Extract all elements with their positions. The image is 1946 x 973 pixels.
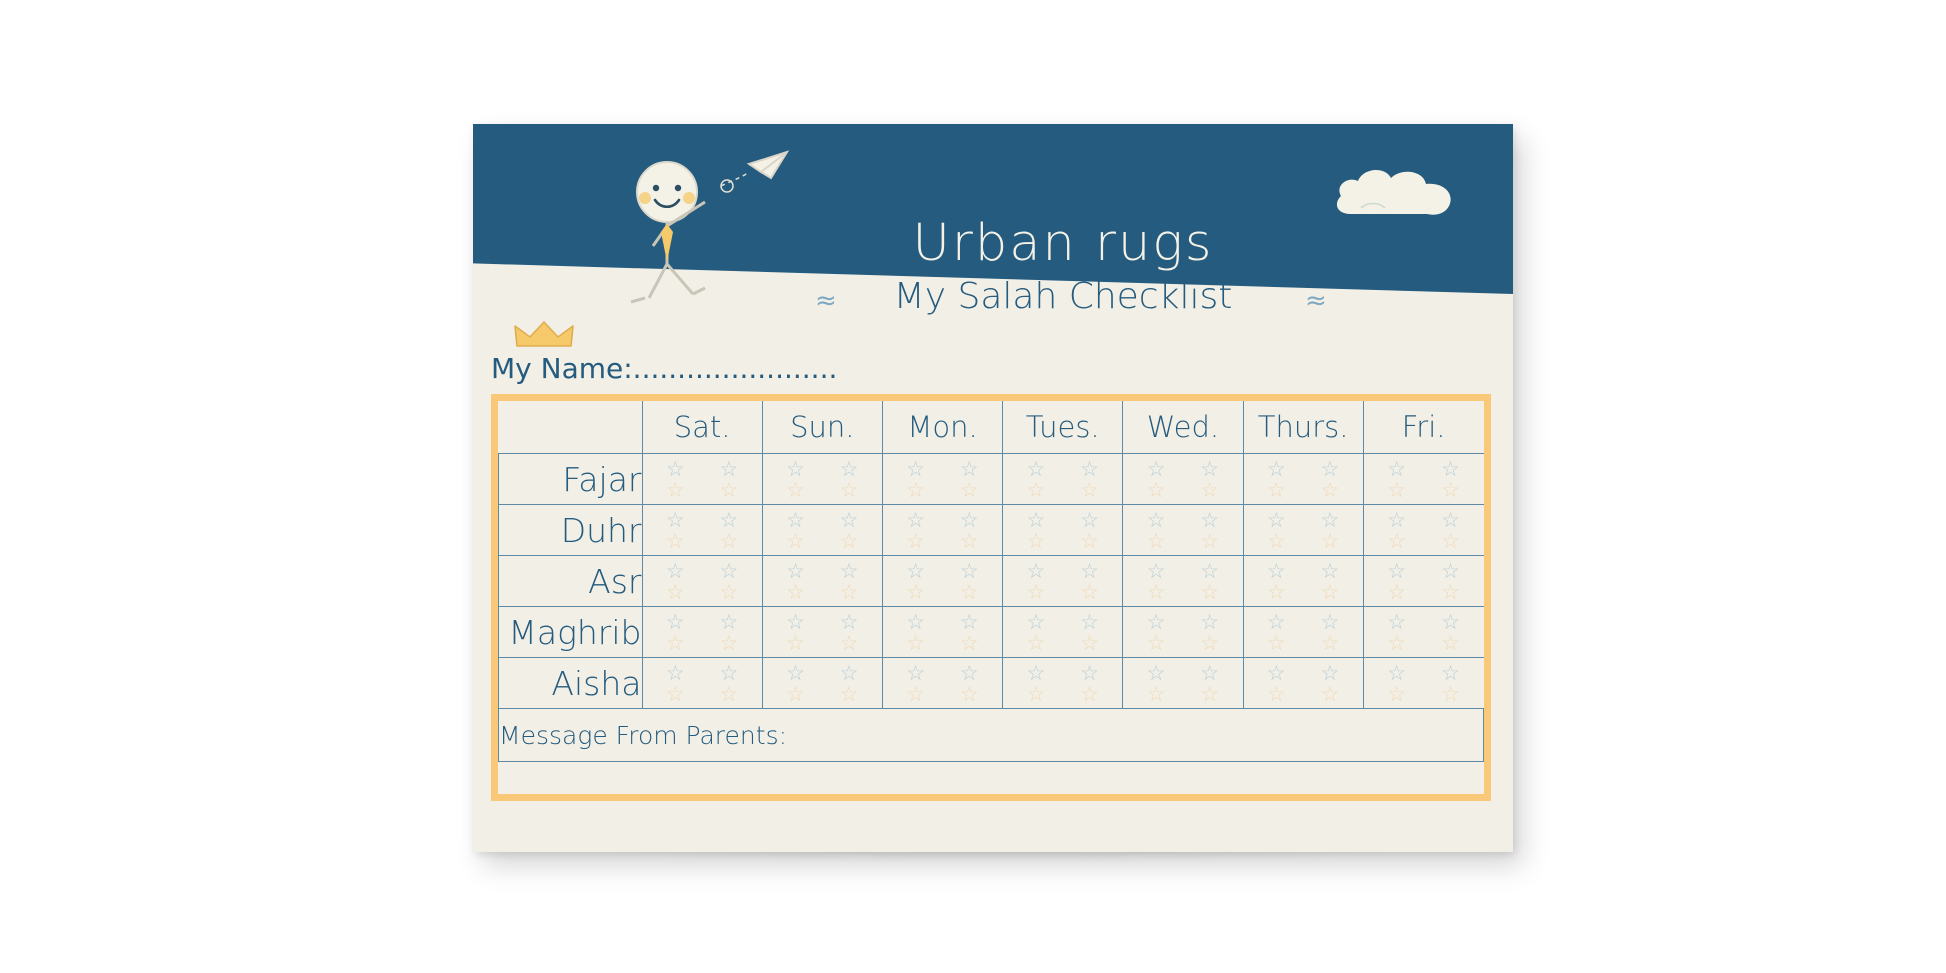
star-icon[interactable]: ☆ (1146, 477, 1166, 502)
star-icon[interactable]: ☆ (1146, 507, 1166, 532)
salah-checklist-sheet (473, 124, 1513, 852)
star-icon[interactable]: ☆ (1320, 477, 1340, 502)
star-icon[interactable]: ☆ (1320, 681, 1340, 706)
star-icon[interactable]: ☆ (839, 507, 859, 532)
checkbox-cell[interactable] (1243, 454, 1363, 505)
star-icon[interactable]: ☆ (1200, 660, 1220, 685)
checkbox-cell[interactable] (642, 454, 762, 505)
star-icon[interactable]: ☆ (1026, 477, 1046, 502)
star-icon[interactable]: ☆ (1146, 579, 1166, 604)
checkbox-cell[interactable] (1003, 505, 1123, 556)
star-icon[interactable]: ☆ (1320, 630, 1340, 655)
star-icon[interactable]: ☆ (1266, 630, 1286, 655)
checkbox-cell[interactable] (882, 505, 1002, 556)
day-header-wed: Wed. (1123, 401, 1243, 454)
table-row (499, 505, 1484, 556)
star-icon[interactable]: ☆ (1320, 609, 1340, 634)
day-header-thurs: Thurs. (1243, 401, 1363, 454)
star-icon[interactable]: ☆ (1320, 579, 1340, 604)
checkbox-cell[interactable] (1243, 607, 1363, 658)
checkbox-cell[interactable] (642, 505, 762, 556)
checkbox-cell[interactable] (762, 454, 882, 505)
star-icon[interactable]: ☆ (1200, 477, 1220, 502)
star-icon[interactable]: ☆ (1146, 528, 1166, 553)
star-icon[interactable]: ☆ (1320, 528, 1340, 553)
star-icon[interactable]: ☆ (1200, 528, 1220, 553)
checkbox-cell[interactable] (882, 454, 1002, 505)
star-icon[interactable]: ☆ (665, 558, 685, 583)
star-icon[interactable]: ☆ (1266, 558, 1286, 583)
star-icon[interactable]: ☆ (839, 579, 859, 604)
star-icon[interactable]: ☆ (959, 579, 979, 604)
star-icon[interactable]: ☆ (1387, 528, 1407, 553)
title-deco-left: ≈ (815, 286, 835, 316)
checkbox-cell[interactable] (762, 505, 882, 556)
star-icon[interactable]: ☆ (1026, 528, 1046, 553)
checkbox-cell[interactable] (1003, 556, 1123, 607)
checkbox-cell[interactable] (762, 556, 882, 607)
star-icon[interactable]: ☆ (1146, 681, 1166, 706)
star-icon[interactable]: ☆ (1026, 609, 1046, 634)
star-icon[interactable]: ☆ (665, 477, 685, 502)
star-icon[interactable]: ☆ (839, 558, 859, 583)
star-icon[interactable]: ☆ (1200, 630, 1220, 655)
star-icon[interactable]: ☆ (719, 477, 739, 502)
checkbox-cell[interactable] (1003, 454, 1123, 505)
star-icon[interactable]: ☆ (959, 660, 979, 685)
star-icon[interactable]: ☆ (1320, 558, 1340, 583)
star-icon[interactable]: ☆ (906, 630, 926, 655)
star-icon[interactable]: ☆ (665, 660, 685, 685)
message-row (499, 709, 1484, 762)
star-icon[interactable]: ☆ (1387, 456, 1407, 481)
star-icon[interactable]: ☆ (786, 630, 805, 655)
title-deco-right: ≈ (1305, 286, 1325, 316)
star-icon[interactable]: ☆ (1200, 579, 1220, 604)
star-icon[interactable]: ☆ (1387, 579, 1407, 604)
star-icon[interactable]: ☆ (959, 477, 979, 502)
day-header-mon: Mon. (882, 401, 1002, 454)
checkbox-cell[interactable] (1363, 658, 1483, 709)
star-icon[interactable]: ☆ (839, 681, 859, 706)
star-icon[interactable]: ☆ (719, 507, 739, 532)
star-icon[interactable]: ☆ (1266, 456, 1286, 481)
star-icon[interactable]: ☆ (1266, 507, 1286, 532)
star-icon[interactable]: ☆ (1200, 558, 1220, 583)
checkbox-cell[interactable] (1123, 556, 1243, 607)
star-icon[interactable]: ☆ (1026, 558, 1046, 583)
star-icon[interactable]: ☆ (906, 609, 926, 634)
day-header-fri: Fri. (1363, 401, 1483, 454)
star-icon[interactable]: ☆ (786, 456, 805, 481)
star-icon[interactable]: ☆ (1387, 507, 1407, 532)
checkbox-cell[interactable] (1123, 454, 1243, 505)
star-icon[interactable]: ☆ (1441, 630, 1460, 655)
star-icon[interactable]: ☆ (719, 681, 739, 706)
star-icon[interactable]: ☆ (1387, 558, 1407, 583)
star-icon[interactable]: ☆ (839, 456, 859, 481)
checkbox-cell[interactable] (642, 607, 762, 658)
table-row (499, 607, 1484, 658)
checkbox-cell[interactable] (882, 658, 1002, 709)
star-icon[interactable]: ☆ (1441, 456, 1460, 481)
star-icon[interactable]: ☆ (839, 630, 859, 655)
star-icon[interactable]: ☆ (1441, 660, 1460, 685)
star-icon[interactable]: ☆ (1026, 660, 1046, 685)
star-icon[interactable]: ☆ (786, 477, 805, 502)
star-icon[interactable]: ☆ (1146, 558, 1166, 583)
star-icon[interactable]: ☆ (1320, 507, 1340, 532)
checkbox-cell[interactable] (1243, 658, 1363, 709)
star-icon[interactable]: ☆ (1026, 456, 1046, 481)
star-icon[interactable]: ☆ (906, 558, 926, 583)
star-icon[interactable]: ☆ (1441, 681, 1460, 706)
star-icon[interactable]: ☆ (1146, 609, 1166, 634)
checkbox-cell[interactable] (1363, 505, 1483, 556)
star-icon[interactable]: ☆ (906, 681, 926, 706)
star-icon[interactable]: ☆ (1441, 609, 1460, 634)
table-row (499, 658, 1484, 709)
checkbox-cell[interactable] (1003, 658, 1123, 709)
star-icon[interactable]: ☆ (906, 477, 926, 502)
checkbox-cell[interactable] (762, 658, 882, 709)
star-icon[interactable]: ☆ (1387, 477, 1407, 502)
star-icon[interactable]: ☆ (1146, 456, 1166, 481)
my-name-line: My Name:....................... (491, 352, 838, 385)
star-icon[interactable]: ☆ (719, 456, 739, 481)
star-icon[interactable]: ☆ (1146, 630, 1166, 655)
star-icon[interactable]: ☆ (1080, 660, 1099, 685)
star-icon[interactable]: ☆ (1080, 477, 1099, 502)
star-icon[interactable]: ☆ (665, 579, 685, 604)
star-icon[interactable]: ☆ (1080, 507, 1099, 532)
star-icon[interactable]: ☆ (1266, 477, 1286, 502)
star-icon[interactable]: ☆ (1080, 630, 1099, 655)
prayer-label-duhr: Duhr (499, 505, 643, 556)
star-icon[interactable]: ☆ (1266, 681, 1286, 706)
star-icon[interactable]: ☆ (906, 528, 926, 553)
star-icon[interactable]: ☆ (665, 609, 685, 634)
star-icon[interactable]: ☆ (959, 456, 979, 481)
day-header-sat: Sat. (642, 401, 762, 454)
star-icon[interactable]: ☆ (1441, 558, 1460, 583)
star-icon[interactable]: ☆ (1026, 630, 1046, 655)
star-icon[interactable]: ☆ (906, 660, 926, 685)
star-icon[interactable]: ☆ (1320, 456, 1340, 481)
star-icon[interactable]: ☆ (1026, 507, 1046, 532)
star-icon[interactable]: ☆ (906, 579, 926, 604)
checkbox-cell[interactable] (1363, 454, 1483, 505)
star-icon[interactable]: ☆ (1080, 558, 1099, 583)
star-icon[interactable]: ☆ (719, 609, 739, 634)
star-icon[interactable]: ☆ (1266, 660, 1286, 685)
star-icon[interactable]: ☆ (1266, 528, 1286, 553)
star-icon[interactable]: ☆ (1080, 528, 1099, 553)
star-icon[interactable]: ☆ (719, 579, 739, 604)
star-icon[interactable]: ☆ (1441, 579, 1460, 604)
star-icon[interactable]: ☆ (959, 558, 979, 583)
checkbox-cell[interactable] (762, 607, 882, 658)
star-icon[interactable]: ☆ (1387, 660, 1407, 685)
day-header-tues: Tues. (1003, 401, 1123, 454)
checkbox-cell[interactable] (1123, 658, 1243, 709)
crown-icon (511, 318, 577, 352)
checkbox-cell[interactable] (882, 607, 1002, 658)
star-icon[interactable]: ☆ (1026, 681, 1046, 706)
star-icon[interactable]: ☆ (839, 477, 859, 502)
star-icon[interactable]: ☆ (719, 528, 739, 553)
day-header-sun: Sun. (762, 401, 882, 454)
star-icon[interactable]: ☆ (959, 528, 979, 553)
star-icon[interactable]: ☆ (1080, 681, 1099, 706)
prayer-label-maghrib: Maghrib (499, 607, 643, 658)
star-icon[interactable]: ☆ (839, 660, 859, 685)
star-icon[interactable]: ☆ (959, 681, 979, 706)
checkbox-cell[interactable] (882, 556, 1002, 607)
checkbox-cell[interactable] (1363, 607, 1483, 658)
star-icon[interactable]: ☆ (665, 681, 685, 706)
star-icon[interactable]: ☆ (786, 609, 805, 634)
checkbox-cell[interactable] (1363, 556, 1483, 607)
star-icon[interactable]: ☆ (786, 507, 805, 532)
star-icon[interactable]: ☆ (719, 660, 739, 685)
brand-title: Urban rugs (912, 214, 1214, 273)
prayer-label-aisha: Aisha (499, 658, 643, 709)
checkbox-cell[interactable] (1123, 607, 1243, 658)
star-icon[interactable]: ☆ (1026, 579, 1046, 604)
star-icon[interactable]: ☆ (786, 558, 805, 583)
star-icon[interactable]: ☆ (906, 456, 926, 481)
star-icon[interactable]: ☆ (959, 507, 979, 532)
star-icon[interactable]: ☆ (906, 507, 926, 532)
star-icon[interactable]: ☆ (1266, 609, 1286, 634)
checkbox-cell[interactable] (642, 658, 762, 709)
star-icon[interactable]: ☆ (1441, 507, 1460, 532)
stick-figure-illustration (609, 146, 809, 316)
star-icon[interactable]: ☆ (719, 558, 739, 583)
checkbox-cell[interactable] (642, 556, 762, 607)
table-row (499, 454, 1484, 505)
star-icon[interactable]: ☆ (719, 630, 739, 655)
cloud-icon (1331, 162, 1459, 222)
star-icon[interactable]: ☆ (786, 681, 805, 706)
salah-checklist-table (498, 401, 1484, 762)
star-icon[interactable]: ☆ (839, 528, 859, 553)
star-icon[interactable]: ☆ (1320, 660, 1340, 685)
star-icon[interactable]: ☆ (1080, 456, 1099, 481)
star-icon[interactable]: ☆ (786, 660, 805, 685)
star-icon[interactable]: ☆ (665, 630, 685, 655)
star-icon[interactable]: ☆ (665, 528, 685, 553)
star-icon[interactable]: ☆ (1200, 609, 1220, 634)
star-icon[interactable]: ☆ (1441, 528, 1460, 553)
checklist-table-frame (491, 394, 1491, 801)
sub-title: My Salah Checklist (893, 276, 1233, 317)
checkbox-cell[interactable] (1003, 607, 1123, 658)
star-icon[interactable]: ☆ (1200, 507, 1220, 532)
checkbox-cell[interactable] (1243, 505, 1363, 556)
star-icon[interactable]: ☆ (1387, 681, 1407, 706)
star-icon[interactable]: ☆ (665, 456, 685, 481)
checkbox-cell[interactable] (1243, 556, 1363, 607)
star-icon[interactable]: ☆ (786, 579, 805, 604)
star-icon[interactable]: ☆ (1441, 477, 1460, 502)
star-icon[interactable]: ☆ (1387, 630, 1407, 655)
table-row (499, 556, 1484, 607)
checkbox-cell[interactable] (1123, 505, 1243, 556)
prayer-label-asr: Asr (499, 556, 643, 607)
star-icon[interactable]: ☆ (1080, 609, 1099, 634)
table-header-row (499, 401, 1484, 454)
star-icon[interactable]: ☆ (1266, 579, 1286, 604)
message-from-parents-label[interactable]: Message From Parents: (499, 709, 1484, 762)
star-icon[interactable]: ☆ (786, 528, 805, 553)
star-icon[interactable]: ☆ (839, 609, 859, 634)
star-icon[interactable]: ☆ (665, 507, 685, 532)
star-icon[interactable]: ☆ (959, 609, 979, 634)
star-icon[interactable]: ☆ (1080, 579, 1099, 604)
prayer-label-fajar: Fajar (499, 454, 643, 505)
star-icon[interactable]: ☆ (1146, 660, 1166, 685)
star-icon[interactable]: ☆ (959, 630, 979, 655)
corner-header (499, 401, 643, 454)
star-icon[interactable]: ☆ (1387, 609, 1407, 634)
star-icon[interactable]: ☆ (1200, 681, 1220, 706)
star-icon[interactable]: ☆ (1200, 456, 1220, 481)
